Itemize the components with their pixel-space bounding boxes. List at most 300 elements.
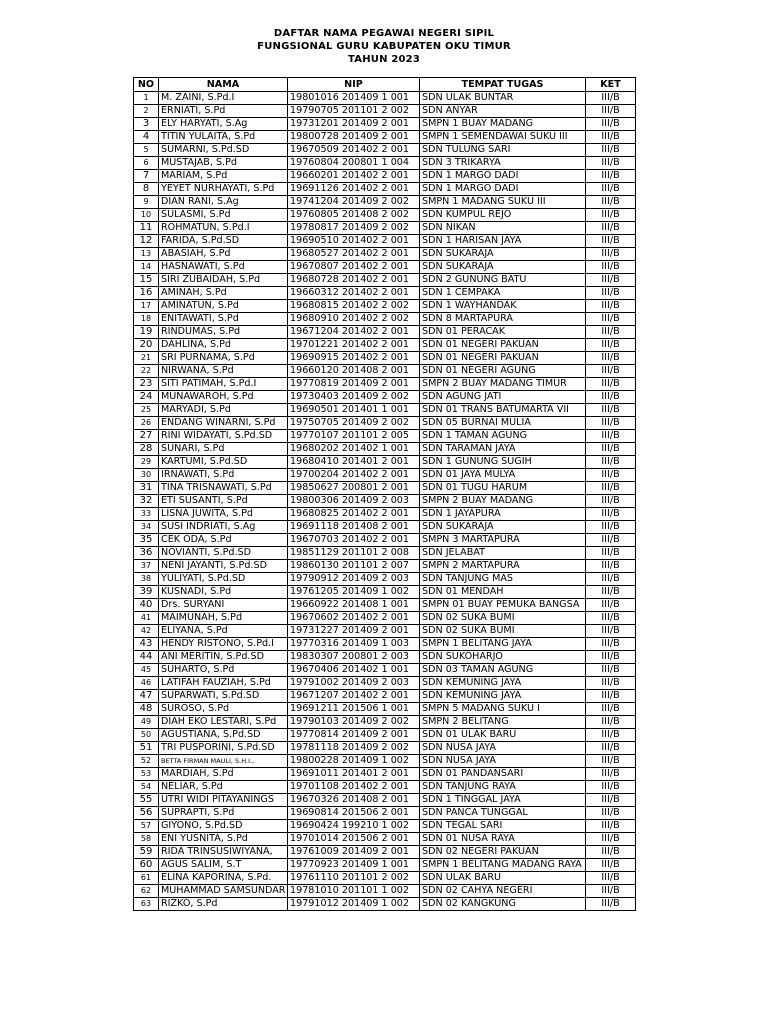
cell-nama: YULIYATI, S.Pd.SD [159, 573, 288, 586]
cell-no: 58 [134, 833, 159, 846]
cell-no: 6 [134, 157, 159, 170]
cell-tempat-tugas: SDN 1 TAMAN AGUNG [420, 430, 586, 443]
cell-ket: III/B [586, 131, 636, 144]
table-row [134, 352, 636, 365]
cell-no: 1 [134, 92, 159, 105]
cell-nip: 19660201 201402 2 001 [288, 170, 420, 183]
cell-nama: SULASMI, S.Pd [159, 209, 288, 222]
cell-ket: III/B [586, 235, 636, 248]
cell-nip: 19690424 199210 1 002 [288, 820, 420, 833]
cell-tempat-tugas: SDN 3 TRIKARYA [420, 157, 586, 170]
table-row [134, 677, 636, 690]
cell-tempat-tugas: SMPN 5 MADANG SUKU I [420, 703, 586, 716]
cell-ket: III/B [586, 846, 636, 859]
cell-ket: III/B [586, 183, 636, 196]
document-title-line-3: TAHUN 2023 [348, 54, 420, 65]
cell-nip: 19691011 201401 2 001 [288, 768, 420, 781]
cell-ket: III/B [586, 885, 636, 898]
cell-nip: 19680202 201402 1 001 [288, 443, 420, 456]
cell-nama: SRI PURNAMA, S.Pd [159, 352, 288, 365]
cell-nama: DAHLINA, S.Pd [159, 339, 288, 352]
cell-tempat-tugas: SDN NIKAN [420, 222, 586, 235]
cell-nip: 19800728 201409 2 001 [288, 131, 420, 144]
cell-tempat-tugas: SDN AGUNG JATI [420, 391, 586, 404]
cell-nama: ANI MERITIN, S.Pd.SD [159, 651, 288, 664]
cell-nama: DIAN RANI, S.Ag [159, 196, 288, 209]
cell-tempat-tugas: SDN 1 TINGGAL JAYA [420, 794, 586, 807]
cell-ket: III/B [586, 261, 636, 274]
cell-nama: SUNARI, S.Pd [159, 443, 288, 456]
table-row [134, 599, 636, 612]
cell-nip: 19770107 201101 2 005 [288, 430, 420, 443]
cell-nip: 19680825 201402 2 001 [288, 508, 420, 521]
table-row [134, 300, 636, 313]
cell-no: 7 [134, 170, 159, 183]
cell-nip: 19701221 201402 2 001 [288, 339, 420, 352]
cell-ket: III/B [586, 313, 636, 326]
table-row [134, 716, 636, 729]
cell-nip: 19670509 201402 2 001 [288, 144, 420, 157]
table-row [134, 118, 636, 131]
cell-ket: III/B [586, 105, 636, 118]
table-row [134, 391, 636, 404]
cell-no: 8 [134, 183, 159, 196]
cell-ket: III/B [586, 404, 636, 417]
cell-nip: 19770819 201409 2 001 [288, 378, 420, 391]
cell-no: 45 [134, 664, 159, 677]
cell-no: 31 [134, 482, 159, 495]
table-row [134, 365, 636, 378]
cell-nip: 19660922 201408 1 001 [288, 599, 420, 612]
table-row [134, 378, 636, 391]
table-row [134, 248, 636, 261]
cell-nama: KUSNADI, S.Pd [159, 586, 288, 599]
cell-no: 21 [134, 352, 159, 365]
cell-nip: 19680728 201402 2 001 [288, 274, 420, 287]
table-row [134, 443, 636, 456]
cell-ket: III/B [586, 391, 636, 404]
cell-nip: 19761205 201409 1 002 [288, 586, 420, 599]
cell-no: 63 [134, 898, 159, 911]
table-row [134, 417, 636, 430]
cell-nip: 19690501 201401 1 001 [288, 404, 420, 417]
cell-no: 25 [134, 404, 159, 417]
cell-ket: III/B [586, 638, 636, 651]
table-row [134, 144, 636, 157]
cell-nama: MUSTAJAB, S.Pd [159, 157, 288, 170]
table-row [134, 404, 636, 417]
cell-nip: 19780817 201409 2 002 [288, 222, 420, 235]
cell-no: 5 [134, 144, 159, 157]
cell-ket: III/B [586, 443, 636, 456]
cell-nip: 19701014 201506 2 001 [288, 833, 420, 846]
cell-nama: ELIYANA, S.Pd [159, 625, 288, 638]
cell-nip: 19781010 201101 1 002 [288, 885, 420, 898]
table-row [134, 872, 636, 885]
cell-nama: SIRI ZUBAIDAH, S.Pd [159, 274, 288, 287]
cell-no: 54 [134, 781, 159, 794]
cell-nama: FARIDA, S.Pd.SD [159, 235, 288, 248]
cell-nama: BETTA FIRMAN MAULI, S.H.I., [159, 755, 288, 768]
cell-nama: SUSI INDRIATI, S.Ag [159, 521, 288, 534]
cell-tempat-tugas: SDN SUKOHARJO [420, 651, 586, 664]
cell-tempat-tugas: SDN 1 CEMPAKA [420, 287, 586, 300]
cell-nama: ERNIATI, S.Pd [159, 105, 288, 118]
cell-no: 41 [134, 612, 159, 625]
cell-tempat-tugas: SDN 03 TAMAN AGUNG [420, 664, 586, 677]
cell-nip: 19770316 201409 1 003 [288, 638, 420, 651]
cell-no: 34 [134, 521, 159, 534]
cell-tempat-tugas: SDN 02 KANGKUNG [420, 898, 586, 911]
cell-tempat-tugas: SDN NUSA JAYA [420, 755, 586, 768]
cell-nama: SITI PATIMAH, S.Pd.I [159, 378, 288, 391]
table-row [134, 469, 636, 482]
cell-ket: III/B [586, 573, 636, 586]
cell-tempat-tugas: SDN KUMPUL REJO [420, 209, 586, 222]
cell-nama: NELIAR, S.Pd [159, 781, 288, 794]
table-row [134, 755, 636, 768]
cell-nama: KARTUMI, S.Pd.SD [159, 456, 288, 469]
cell-ket: III/B [586, 794, 636, 807]
cell-ket: III/B [586, 196, 636, 209]
cell-tempat-tugas: SDN ULAK BARU [420, 872, 586, 885]
header-nama: NAMA [159, 78, 288, 92]
cell-nip: 19790912 201409 2 003 [288, 573, 420, 586]
cell-nip: 19761009 201409 2 001 [288, 846, 420, 859]
cell-ket: III/B [586, 755, 636, 768]
cell-nama: YEYET NURHAYATI, S.Pd [159, 183, 288, 196]
cell-no: 61 [134, 872, 159, 885]
cell-ket: III/B [586, 326, 636, 339]
cell-tempat-tugas: SDN TEGAL SARI [420, 820, 586, 833]
cell-ket: III/B [586, 781, 636, 794]
cell-nama: IRNAWATI, S.Pd [159, 469, 288, 482]
table-row [134, 521, 636, 534]
table-row [134, 729, 636, 742]
cell-tempat-tugas: SMPN 01 BUAY PEMUKA BANGSA [420, 599, 586, 612]
header-ket: KET [586, 78, 636, 92]
cell-no: 49 [134, 716, 159, 729]
table-row [134, 235, 636, 248]
cell-nip: 19691126 201402 2 001 [288, 183, 420, 196]
cell-tempat-tugas: SDN 01 MENDAH [420, 586, 586, 599]
cell-tempat-tugas: SDN 01 NUSA RAYA [420, 833, 586, 846]
cell-no: 47 [134, 690, 159, 703]
table-row [134, 781, 636, 794]
cell-no: 9 [134, 196, 159, 209]
cell-tempat-tugas: SDN 01 TRANS BATUMARTA VII [420, 404, 586, 417]
cell-ket: III/B [586, 287, 636, 300]
cell-tempat-tugas: SDN ANYAR [420, 105, 586, 118]
cell-nama: ETI SUSANTI, S.Pd [159, 495, 288, 508]
cell-no: 4 [134, 131, 159, 144]
cell-tempat-tugas: SDN SUKARAJA [420, 261, 586, 274]
header-nip: NIP [288, 78, 420, 92]
cell-tempat-tugas: SDN 1 GUNUNG SUGIH [420, 456, 586, 469]
cell-nip: 19680910 201402 2 002 [288, 313, 420, 326]
cell-no: 44 [134, 651, 159, 664]
table-row [134, 625, 636, 638]
cell-nip: 19690510 201402 2 001 [288, 235, 420, 248]
cell-no: 46 [134, 677, 159, 690]
cell-ket: III/B [586, 157, 636, 170]
cell-tempat-tugas: SDN 1 MARGO DADI [420, 183, 586, 196]
cell-ket: III/B [586, 703, 636, 716]
cell-tempat-tugas: SDN NUSA JAYA [420, 742, 586, 755]
table-row [134, 534, 636, 547]
cell-ket: III/B [586, 833, 636, 846]
cell-tempat-tugas: SDN 1 JAYAPURA [420, 508, 586, 521]
cell-tempat-tugas: SDN 05 BURNAI MULIA [420, 417, 586, 430]
cell-ket: III/B [586, 430, 636, 443]
cell-no: 16 [134, 287, 159, 300]
cell-no: 17 [134, 300, 159, 313]
cell-nama: RIDA TRINSUSIWIYANA, [159, 846, 288, 859]
cell-nip: 19680410 201401 2 001 [288, 456, 420, 469]
cell-nama: HASNAWATI, S.Pd [159, 261, 288, 274]
cell-nama: UTRI WIDI PITAYANINGS [159, 794, 288, 807]
cell-no: 3 [134, 118, 159, 131]
cell-nama: NENI JAYANTI, S.Pd.SD [159, 560, 288, 573]
cell-nama: GIYONO, S.Pd.SD [159, 820, 288, 833]
cell-nip: 19700204 201402 2 001 [288, 469, 420, 482]
cell-ket: III/B [586, 625, 636, 638]
cell-ket: III/B [586, 599, 636, 612]
cell-tempat-tugas: SMPN 1 BELITANG JAYA [420, 638, 586, 651]
cell-ket: III/B [586, 222, 636, 235]
cell-nama: ABASIAH, S.Pd [159, 248, 288, 261]
table-row [134, 547, 636, 560]
cell-nama: TINA TRISNAWATI, S.Pd [159, 482, 288, 495]
cell-ket: III/B [586, 508, 636, 521]
cell-no: 19 [134, 326, 159, 339]
cell-nama: ROHMATUN, S.Pd.I [159, 222, 288, 235]
cell-no: 53 [134, 768, 159, 781]
cell-nip: 19851129 201101 2 008 [288, 547, 420, 560]
cell-nama: SUPARWATI, S.Pd.SD [159, 690, 288, 703]
cell-no: 2 [134, 105, 159, 118]
table-row [134, 898, 636, 911]
cell-tempat-tugas: SDN SUKARAJA [420, 521, 586, 534]
cell-tempat-tugas: SDN 01 PANDANSARI [420, 768, 586, 781]
table-row [134, 859, 636, 872]
cell-no: 11 [134, 222, 159, 235]
table-row [134, 703, 636, 716]
cell-ket: III/B [586, 547, 636, 560]
cell-nama: Drs. SURYANI [159, 599, 288, 612]
cell-tempat-tugas: SDN 1 WAYHANDAK [420, 300, 586, 313]
cell-no: 13 [134, 248, 159, 261]
cell-nip: 19691211 201506 1 001 [288, 703, 420, 716]
cell-no: 12 [134, 235, 159, 248]
cell-nip: 19670326 201408 2 001 [288, 794, 420, 807]
cell-ket: III/B [586, 469, 636, 482]
cell-no: 35 [134, 534, 159, 547]
cell-nip: 19781118 201409 2 002 [288, 742, 420, 755]
cell-no: 59 [134, 846, 159, 859]
cell-no: 56 [134, 807, 159, 820]
cell-no: 51 [134, 742, 159, 755]
cell-nip: 19760804 200801 1 004 [288, 157, 420, 170]
cell-nip: 19850627 200801 2 001 [288, 482, 420, 495]
cell-ket: III/B [586, 586, 636, 599]
cell-ket: III/B [586, 560, 636, 573]
cell-no: 30 [134, 469, 159, 482]
cell-ket: III/B [586, 716, 636, 729]
cell-no: 62 [134, 885, 159, 898]
cell-nama: M. ZAINI, S.Pd.I [159, 92, 288, 105]
cell-tempat-tugas: SDN 1 HARISAN JAYA [420, 235, 586, 248]
cell-no: 29 [134, 456, 159, 469]
cell-tempat-tugas: SMPN 3 MARTAPURA [420, 534, 586, 547]
cell-nama: CEK ODA, S.Pd [159, 534, 288, 547]
cell-nama: ELY HARYATI, S.Ag [159, 118, 288, 131]
table-row [134, 664, 636, 677]
cell-ket: III/B [586, 209, 636, 222]
cell-tempat-tugas: SDN TULUNG SARI [420, 144, 586, 157]
cell-nama: MARIAM, S.Pd [159, 170, 288, 183]
cell-no: 37 [134, 560, 159, 573]
table-row [134, 287, 636, 300]
cell-nip: 19670807 201402 2 001 [288, 261, 420, 274]
cell-nip: 19660120 201408 2 001 [288, 365, 420, 378]
cell-nip: 19790705 201101 2 002 [288, 105, 420, 118]
cell-ket: III/B [586, 820, 636, 833]
table-row [134, 560, 636, 573]
cell-nip: 19670703 201402 2 001 [288, 534, 420, 547]
cell-nip: 19750705 201409 2 002 [288, 417, 420, 430]
cell-nip: 19791012 201409 1 002 [288, 898, 420, 911]
cell-nip: 19770814 201409 2 001 [288, 729, 420, 742]
table-row [134, 742, 636, 755]
cell-ket: III/B [586, 807, 636, 820]
cell-no: 52 [134, 755, 159, 768]
cell-no: 10 [134, 209, 159, 222]
cell-no: 48 [134, 703, 159, 716]
cell-nama: TRI PUSPORINI, S.Pd.SD [159, 742, 288, 755]
cell-nama: ENITAWATI, S.Pd [159, 313, 288, 326]
cell-no: 33 [134, 508, 159, 521]
cell-nama: TITIN YULAITA, S.Pd [159, 131, 288, 144]
cell-no: 57 [134, 820, 159, 833]
cell-no: 43 [134, 638, 159, 651]
cell-nip: 19671207 201402 2 001 [288, 690, 420, 703]
table-row [134, 209, 636, 222]
cell-no: 28 [134, 443, 159, 456]
table-row [134, 196, 636, 209]
cell-tempat-tugas: SDN 01 PERACAK [420, 326, 586, 339]
cell-nama: MUNAWAROH, S.Pd [159, 391, 288, 404]
cell-tempat-tugas: SDN 02 NEGERI PAKUAN [420, 846, 586, 859]
cell-ket: III/B [586, 144, 636, 157]
cell-nama: MAIMUNAH, S.Pd [159, 612, 288, 625]
cell-tempat-tugas: SMPN 1 SEMENDAWAI SUKU III [420, 131, 586, 144]
cell-nip: 19760805 201408 2 002 [288, 209, 420, 222]
cell-ket: III/B [586, 118, 636, 131]
table-row [134, 157, 636, 170]
cell-tempat-tugas: SDN ULAK BUNTAR [420, 92, 586, 105]
cell-no: 14 [134, 261, 159, 274]
cell-tempat-tugas: SDN TANJUNG RAYA [420, 781, 586, 794]
cell-ket: III/B [586, 690, 636, 703]
cell-ket: III/B [586, 534, 636, 547]
cell-nama: LATIFAH FAUZIAH, S.Pd [159, 677, 288, 690]
cell-tempat-tugas: SDN 02 CAHYA NEGERI [420, 885, 586, 898]
table-row [134, 846, 636, 859]
cell-no: 42 [134, 625, 159, 638]
cell-no: 38 [134, 573, 159, 586]
cell-tempat-tugas: SMPN 2 BUAY MADANG TIMUR [420, 378, 586, 391]
header-no: NO [134, 78, 159, 92]
cell-no: 18 [134, 313, 159, 326]
cell-nip: 19670406 201402 1 001 [288, 664, 420, 677]
cell-ket: III/B [586, 456, 636, 469]
table-row [134, 794, 636, 807]
cell-no: 36 [134, 547, 159, 560]
cell-no: 27 [134, 430, 159, 443]
cell-ket: III/B [586, 482, 636, 495]
table-row [134, 833, 636, 846]
cell-nip: 19680815 201402 2 002 [288, 300, 420, 313]
header-tempat-tugas: TEMPAT TUGAS [420, 78, 586, 92]
table-row [134, 183, 636, 196]
table-row [134, 495, 636, 508]
cell-nip: 19690915 201402 2 001 [288, 352, 420, 365]
table-row [134, 768, 636, 781]
cell-ket: III/B [586, 248, 636, 261]
cell-ket: III/B [586, 300, 636, 313]
cell-nip: 19691118 201408 2 001 [288, 521, 420, 534]
cell-nama: LISNA JUWITA, S.Pd [159, 508, 288, 521]
cell-ket: III/B [586, 768, 636, 781]
cell-ket: III/B [586, 365, 636, 378]
cell-nama: AMINATUN, S.Pd [159, 300, 288, 313]
cell-tempat-tugas: SMPN 1 BELITANG MADANG RAYA [420, 859, 586, 872]
cell-tempat-tugas: SDN 01 ULAK BARU [420, 729, 586, 742]
table-row [134, 430, 636, 443]
cell-nip: 19660312 201402 2 001 [288, 287, 420, 300]
cell-tempat-tugas: SDN TANJUNG MAS [420, 573, 586, 586]
cell-tempat-tugas: SMPN 2 BUAY MADANG [420, 495, 586, 508]
table-row [134, 586, 636, 599]
cell-nama: SUHARTO, S.Pd [159, 664, 288, 677]
cell-tempat-tugas: SDN 02 SUKA BUMI [420, 612, 586, 625]
cell-ket: III/B [586, 92, 636, 105]
cell-nip: 19741204 201409 2 002 [288, 196, 420, 209]
table-row [134, 690, 636, 703]
cell-tempat-tugas: SDN PANCA TUNGGAL [420, 807, 586, 820]
cell-nama: MUHAMMAD SAMSUNDAR [159, 885, 288, 898]
cell-nama: ENDANG WINARNI, S.Pd [159, 417, 288, 430]
cell-nip: 19761110 201101 2 002 [288, 872, 420, 885]
cell-tempat-tugas: SDN 02 SUKA BUMI [420, 625, 586, 638]
cell-nama: ENI YUSNITA, S.Pd [159, 833, 288, 846]
table-row [134, 482, 636, 495]
cell-nama: ELINA KAPORINA, S.Pd. [159, 872, 288, 885]
cell-nip: 19830307 200801 2 003 [288, 651, 420, 664]
cell-ket: III/B [586, 651, 636, 664]
table-row [134, 261, 636, 274]
cell-ket: III/B [586, 859, 636, 872]
cell-nama: SUPRAPTI, S.Pd [159, 807, 288, 820]
cell-ket: III/B [586, 677, 636, 690]
cell-ket: III/B [586, 612, 636, 625]
cell-ket: III/B [586, 664, 636, 677]
cell-ket: III/B [586, 521, 636, 534]
cell-nama: DIAH EKO LESTARI, S.Pd [159, 716, 288, 729]
cell-nip: 19790103 201409 2 002 [288, 716, 420, 729]
cell-no: 60 [134, 859, 159, 872]
